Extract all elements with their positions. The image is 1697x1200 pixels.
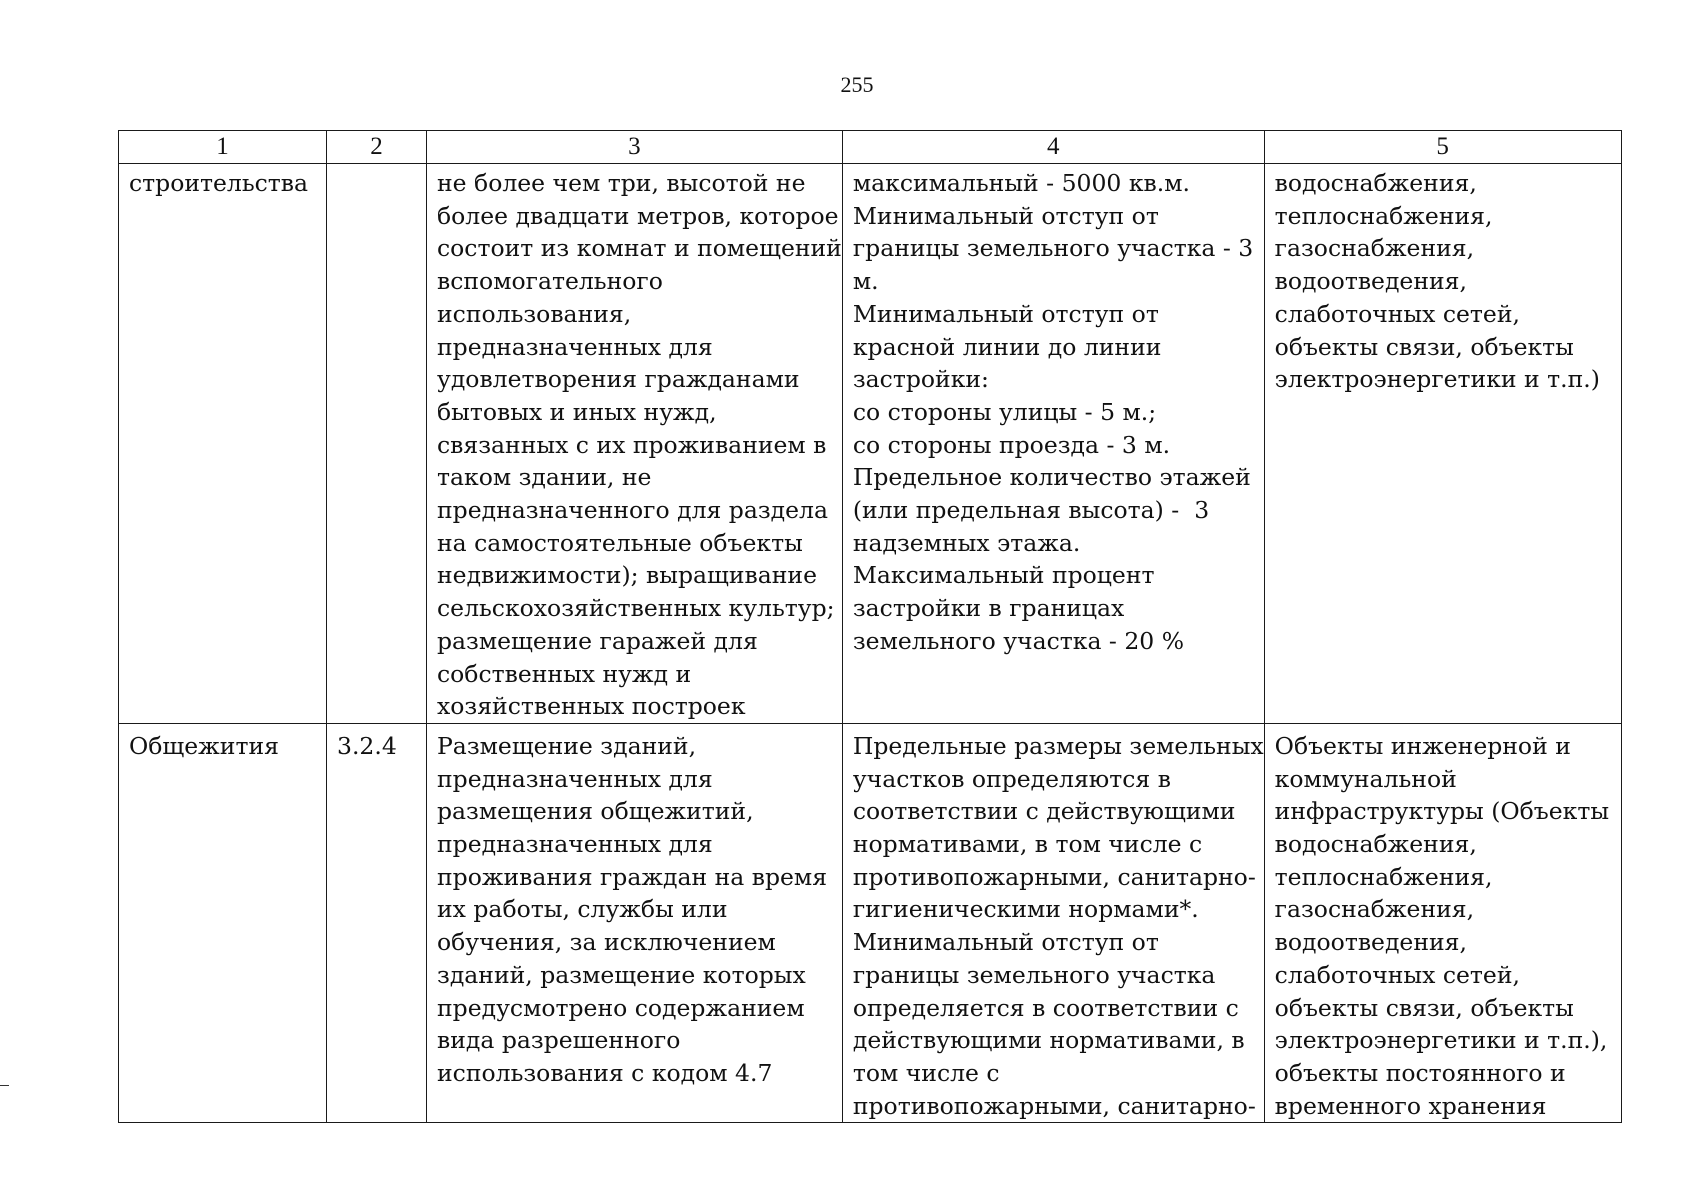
table-cell [327, 723, 427, 1122]
table-cell [119, 723, 327, 1122]
land-use-parameters: максимальный - 5000 кв.м. Минимальный отступ от границы земельного участка - 3 м. Минимальный отступ от красной линии до линии застройки: со стороны улицы - 5 м.; со стороны проезда - 3 м. Предельное количество этажей (или предельная высота) - 3 надземных этажа. Максимальный процент застройки в границах земельного участка - 20 % [852, 169, 1254, 655]
table-row [119, 723, 1622, 1122]
column-header-5: 5 [1264, 131, 1621, 164]
table-cell [842, 723, 1264, 1122]
land-use-auxiliary: водоснабжения, теплоснабжения, газоснабжения, водоотведения, слаботочных сетей, объекты связи, объекты электроэнергетики и т.п.) [1274, 169, 1600, 394]
page-number: 255 [840, 72, 874, 97]
table-cell [119, 164, 327, 724]
column-header-1: 1 [119, 131, 327, 164]
land-use-name: Общежития [129, 731, 279, 760]
header-row [119, 131, 1622, 164]
table-cell [327, 164, 427, 724]
land-use-description: Размещение зданий, предназначенных для размещения общежитий, предназначенных для проживания граждан на время их работы, службы или обучения, за исключением зданий, размещение которых предусмотрено содержанием вида разрешенного использования с кодом 4.7 [437, 731, 828, 1087]
zoning-table [118, 130, 1622, 1123]
land-use-code: 3.2.4 [337, 731, 397, 760]
land-use-description: не более чем три, высотой не более двадцати метров, которое состоит из комнат и помещений вспомогательного использования, предназначенных для удовлетворения гражданами бытовых и иных нужд, связанных с их проживанием в таком здании, не предназначенного для раздела на самостоятельные объекты недвижимости); выращивание сельскохозяйственных культур; размещение гаражей для собственных нужд и хозяйственных построек [437, 169, 842, 721]
land-use-auxiliary: Объекты инженерной и коммунальной инфраструктуры (Объекты водоснабжения, теплоснабжения, газоснабжения, водоотведения, слаботочных сетей, объекты связи, объекты электроэнергетики и т.п.), объекты постоянного и временного хранения [1274, 731, 1610, 1120]
land-use-code [327, 164, 426, 167]
table-cell [1264, 723, 1621, 1122]
column-header-3: 3 [427, 131, 843, 164]
margin-mark [0, 1085, 9, 1086]
table-cell [427, 164, 843, 724]
land-use-name: строительства [129, 169, 309, 197]
table-cell [427, 723, 843, 1122]
column-header-4: 4 [842, 131, 1264, 164]
table-cell [1264, 164, 1621, 724]
table-cell [842, 164, 1264, 724]
table-row [119, 164, 1622, 724]
column-header-2: 2 [327, 131, 427, 164]
land-use-parameters: Предельные размеры земельных участков определяются в соответствии с действующими нормативами, в том числе с противопожарными, санитарно- гигиеническими нормами*. Минимальный отступ от границы земельного участка определяется в соответствии с действующими нормативами, в том числе с противопожарными, санитарно- [852, 731, 1264, 1120]
